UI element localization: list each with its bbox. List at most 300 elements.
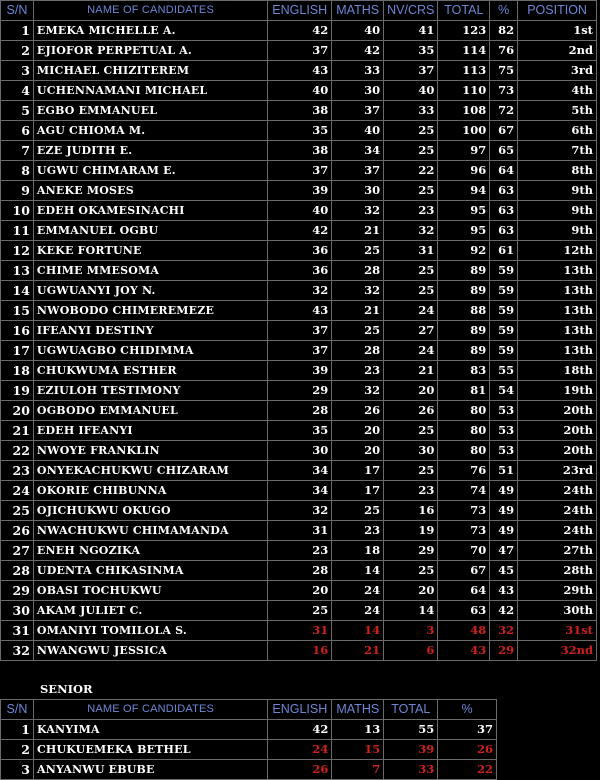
table-row xyxy=(1,201,597,221)
sn-cell: 32 xyxy=(1,641,34,661)
maths-cell: 37 xyxy=(332,161,384,181)
pct-cell: 61 xyxy=(490,241,518,261)
total-cell: 67 xyxy=(438,561,490,581)
pct-cell: 65 xyxy=(490,141,518,161)
table-row xyxy=(1,41,597,61)
column-header-percent: % xyxy=(490,1,518,21)
name-cell: KEKE FORTUNE xyxy=(33,241,267,261)
name-cell: OGBODO EMMANUEL xyxy=(33,401,267,421)
english-cell: 38 xyxy=(268,101,332,121)
english-cell: 31 xyxy=(268,621,332,641)
total-cell: 70 xyxy=(438,541,490,561)
total-cell: 81 xyxy=(438,381,490,401)
name-cell: OKORIE CHIBUNNA xyxy=(33,481,267,501)
total-cell: 113 xyxy=(438,61,490,81)
name-cell: UDENTA CHIKASINMA xyxy=(33,561,267,581)
english-cell: 37 xyxy=(268,341,332,361)
nvcrs-cell: 22 xyxy=(384,161,438,181)
sn-cell: 15 xyxy=(1,301,34,321)
table-row xyxy=(1,221,597,241)
english-cell: 16 xyxy=(268,641,332,661)
sn-cell: 19 xyxy=(1,381,34,401)
pct-cell: 51 xyxy=(490,461,518,481)
position-cell: 9th xyxy=(518,221,597,241)
pct-cell: 63 xyxy=(490,221,518,241)
english-cell: 35 xyxy=(268,421,332,441)
maths-cell: 28 xyxy=(332,341,384,361)
total-cell: 55 xyxy=(384,720,438,740)
sn-cell: 3 xyxy=(1,61,34,81)
position-cell: 13th xyxy=(518,281,597,301)
sn-cell: 1 xyxy=(1,720,34,740)
nvcrs-cell: 27 xyxy=(384,321,438,341)
total-cell: 74 xyxy=(438,481,490,501)
english-cell: 37 xyxy=(268,41,332,61)
total-cell: 48 xyxy=(438,621,490,641)
column-header-percent: % xyxy=(438,700,497,720)
table-row xyxy=(1,581,597,601)
sn-cell: 10 xyxy=(1,201,34,221)
column-header-sn: S/N xyxy=(1,1,34,21)
sn-cell: 14 xyxy=(1,281,34,301)
total-cell: 114 xyxy=(438,41,490,61)
name-cell: EGBO EMMANUEL xyxy=(33,101,267,121)
name-cell: UCHENNAMANI MICHAEL xyxy=(33,81,267,101)
sn-cell: 29 xyxy=(1,581,34,601)
position-cell: 18th xyxy=(518,361,597,381)
maths-cell: 26 xyxy=(332,401,384,421)
total-cell: 64 xyxy=(438,581,490,601)
table-row xyxy=(1,481,597,501)
name-cell: OJICHUKWU OKUGO xyxy=(33,501,267,521)
name-cell: ANYANWU EBUBE xyxy=(33,760,267,780)
name-cell: IFEANYI DESTINY xyxy=(33,321,267,341)
name-cell: EJIOFOR PERPETUAL A. xyxy=(33,41,267,61)
table-row xyxy=(1,381,597,401)
maths-cell: 14 xyxy=(332,621,384,641)
nvcrs-cell: 25 xyxy=(384,261,438,281)
total-cell: 33 xyxy=(384,760,438,780)
nvcrs-cell: 40 xyxy=(384,81,438,101)
nvcrs-cell: 30 xyxy=(384,441,438,461)
english-cell: 43 xyxy=(268,61,332,81)
table-row xyxy=(1,21,597,41)
position-cell: 29th xyxy=(518,581,597,601)
english-cell: 42 xyxy=(268,720,332,740)
pct-cell: 59 xyxy=(490,261,518,281)
maths-cell: 18 xyxy=(332,541,384,561)
name-cell: EDEH OKAMESINACHI xyxy=(33,201,267,221)
total-cell: 110 xyxy=(438,81,490,101)
maths-cell: 7 xyxy=(332,760,384,780)
position-cell: 13th xyxy=(518,301,597,321)
nvcrs-cell: 20 xyxy=(384,581,438,601)
total-cell: 43 xyxy=(438,641,490,661)
pct-cell: 55 xyxy=(490,361,518,381)
table-row xyxy=(1,561,597,581)
table-row xyxy=(1,121,597,141)
pct-cell: 53 xyxy=(490,421,518,441)
total-cell: 39 xyxy=(384,740,438,760)
pct-cell: 59 xyxy=(490,281,518,301)
nvcrs-cell: 20 xyxy=(384,381,438,401)
position-cell: 23rd xyxy=(518,461,597,481)
table-row xyxy=(1,441,597,461)
english-cell: 23 xyxy=(268,541,332,561)
position-cell: 32nd xyxy=(518,641,597,661)
column-header-english: ENGLISH xyxy=(268,1,332,21)
english-cell: 34 xyxy=(268,461,332,481)
english-cell: 34 xyxy=(268,481,332,501)
english-cell: 25 xyxy=(268,601,332,621)
pct-cell: 49 xyxy=(490,501,518,521)
total-cell: 95 xyxy=(438,221,490,241)
name-cell: EZIULOH TESTIMONY xyxy=(33,381,267,401)
total-cell: 89 xyxy=(438,261,490,281)
sn-cell: 2 xyxy=(1,740,34,760)
maths-cell: 24 xyxy=(332,581,384,601)
table-row xyxy=(1,720,497,740)
table-row xyxy=(1,461,597,481)
english-cell: 29 xyxy=(268,381,332,401)
column-header-english: ENGLISH xyxy=(268,700,332,720)
sn-cell: 12 xyxy=(1,241,34,261)
nvcrs-cell: 23 xyxy=(384,201,438,221)
name-cell: AGU CHIOMA M. xyxy=(33,121,267,141)
nvcrs-cell: 31 xyxy=(384,241,438,261)
nvcrs-cell: 37 xyxy=(384,61,438,81)
column-header-name: NAME OF CANDIDATES xyxy=(33,700,267,720)
nvcrs-cell: 41 xyxy=(384,21,438,41)
total-cell: 97 xyxy=(438,141,490,161)
total-cell: 73 xyxy=(438,501,490,521)
sn-cell: 31 xyxy=(1,621,34,641)
maths-cell: 40 xyxy=(332,121,384,141)
position-cell: 6th xyxy=(518,121,597,141)
table-row xyxy=(1,261,597,281)
position-cell: 9th xyxy=(518,181,597,201)
pct-cell: 47 xyxy=(490,541,518,561)
english-cell: 37 xyxy=(268,321,332,341)
english-cell: 40 xyxy=(268,201,332,221)
total-cell: 92 xyxy=(438,241,490,261)
nvcrs-cell: 23 xyxy=(384,481,438,501)
sn-cell: 20 xyxy=(1,401,34,421)
total-cell: 76 xyxy=(438,461,490,481)
column-header-position: POSITION xyxy=(518,1,597,21)
nvcrs-cell: 24 xyxy=(384,301,438,321)
maths-cell: 20 xyxy=(332,421,384,441)
nvcrs-cell: 35 xyxy=(384,41,438,61)
english-cell: 32 xyxy=(268,281,332,301)
table-row xyxy=(1,321,597,341)
name-cell: OBASI TOCHUKWU xyxy=(33,581,267,601)
table-row xyxy=(1,641,597,661)
maths-cell: 30 xyxy=(332,181,384,201)
position-cell: 31st xyxy=(518,621,597,641)
sn-cell: 25 xyxy=(1,501,34,521)
table-row xyxy=(1,141,597,161)
maths-cell: 21 xyxy=(332,641,384,661)
position-cell: 28th xyxy=(518,561,597,581)
name-cell: EMEKA MICHELLE A. xyxy=(33,21,267,41)
name-cell: MICHAEL CHIZITEREM xyxy=(33,61,267,81)
sn-cell: 30 xyxy=(1,601,34,621)
sn-cell: 28 xyxy=(1,561,34,581)
nvcrs-cell: 19 xyxy=(384,521,438,541)
column-header-total: TOTAL xyxy=(384,700,438,720)
sn-cell: 17 xyxy=(1,341,34,361)
table-row xyxy=(1,301,597,321)
pct-cell: 63 xyxy=(490,201,518,221)
total-cell: 83 xyxy=(438,361,490,381)
pct-cell: 59 xyxy=(490,341,518,361)
header-row xyxy=(1,700,497,720)
total-cell: 89 xyxy=(438,341,490,361)
table-row xyxy=(1,281,597,301)
nvcrs-cell: 3 xyxy=(384,621,438,641)
english-cell: 32 xyxy=(268,501,332,521)
total-cell: 80 xyxy=(438,441,490,461)
english-cell: 42 xyxy=(268,221,332,241)
position-cell: 2nd xyxy=(518,41,597,61)
sn-cell: 26 xyxy=(1,521,34,541)
pct-cell: 22 xyxy=(438,760,497,780)
english-cell: 39 xyxy=(268,361,332,381)
position-cell: 19th xyxy=(518,381,597,401)
total-cell: 94 xyxy=(438,181,490,201)
total-cell: 80 xyxy=(438,421,490,441)
header-row xyxy=(1,1,597,21)
name-cell: ENEH NGOZIKA xyxy=(33,541,267,561)
maths-cell: 25 xyxy=(332,241,384,261)
english-cell: 24 xyxy=(268,740,332,760)
english-cell: 26 xyxy=(268,760,332,780)
english-cell: 36 xyxy=(268,261,332,281)
total-cell: 108 xyxy=(438,101,490,121)
english-cell: 43 xyxy=(268,301,332,321)
nvcrs-cell: 25 xyxy=(384,181,438,201)
table-row xyxy=(1,181,597,201)
nvcrs-cell: 25 xyxy=(384,561,438,581)
table-row xyxy=(1,101,597,121)
maths-cell: 32 xyxy=(332,201,384,221)
name-cell: EDEH IFEANYI xyxy=(33,421,267,441)
senior-results-table xyxy=(0,699,497,780)
sn-cell: 18 xyxy=(1,361,34,381)
name-cell: UGWUANYI JOY N. xyxy=(33,281,267,301)
sn-cell: 11 xyxy=(1,221,34,241)
nvcrs-cell: 24 xyxy=(384,341,438,361)
pct-cell: 59 xyxy=(490,321,518,341)
position-cell: 13th xyxy=(518,321,597,341)
name-cell: CHUKUEMEKA BETHEL xyxy=(33,740,267,760)
pct-cell: 82 xyxy=(490,21,518,41)
english-cell: 38 xyxy=(268,141,332,161)
total-cell: 73 xyxy=(438,521,490,541)
table-row xyxy=(1,241,597,261)
position-cell: 24th xyxy=(518,501,597,521)
name-cell: ONYEKACHUKWU CHIZARAM xyxy=(33,461,267,481)
pct-cell: 67 xyxy=(490,121,518,141)
maths-cell: 32 xyxy=(332,281,384,301)
pct-cell: 53 xyxy=(490,441,518,461)
position-cell: 20th xyxy=(518,441,597,461)
column-header-total: TOTAL xyxy=(438,1,490,21)
position-cell: 1st xyxy=(518,21,597,41)
pct-cell: 37 xyxy=(438,720,497,740)
maths-cell: 42 xyxy=(332,41,384,61)
pct-cell: 32 xyxy=(490,621,518,641)
english-cell: 42 xyxy=(268,21,332,41)
nvcrs-cell: 21 xyxy=(384,361,438,381)
maths-cell: 28 xyxy=(332,261,384,281)
pct-cell: 43 xyxy=(490,581,518,601)
name-cell: AKAM JULIET C. xyxy=(33,601,267,621)
maths-cell: 33 xyxy=(332,61,384,81)
maths-cell: 23 xyxy=(332,361,384,381)
name-cell: KANYIMA xyxy=(33,720,267,740)
pct-cell: 29 xyxy=(490,641,518,661)
maths-cell: 37 xyxy=(332,101,384,121)
sn-cell: 23 xyxy=(1,461,34,481)
maths-cell: 40 xyxy=(332,21,384,41)
sn-cell: 8 xyxy=(1,161,34,181)
sn-cell: 27 xyxy=(1,541,34,561)
table-row xyxy=(1,501,597,521)
position-cell: 9th xyxy=(518,201,597,221)
table-row xyxy=(1,621,597,641)
nvcrs-cell: 16 xyxy=(384,501,438,521)
english-cell: 20 xyxy=(268,581,332,601)
total-cell: 63 xyxy=(438,601,490,621)
english-cell: 35 xyxy=(268,121,332,141)
table-row xyxy=(1,601,597,621)
pct-cell: 45 xyxy=(490,561,518,581)
nvcrs-cell: 25 xyxy=(384,121,438,141)
nvcrs-cell: 6 xyxy=(384,641,438,661)
table-row xyxy=(1,421,597,441)
maths-cell: 23 xyxy=(332,521,384,541)
position-cell: 13th xyxy=(518,261,597,281)
pct-cell: 59 xyxy=(490,301,518,321)
position-cell: 3rd xyxy=(518,61,597,81)
position-cell: 20th xyxy=(518,421,597,441)
maths-cell: 15 xyxy=(332,740,384,760)
nvcrs-cell: 25 xyxy=(384,421,438,441)
name-cell: CHIME MMESOMA xyxy=(33,261,267,281)
name-cell: UGWUAGBO CHIDIMMA xyxy=(33,341,267,361)
sn-cell: 21 xyxy=(1,421,34,441)
position-cell: 7th xyxy=(518,141,597,161)
maths-cell: 13 xyxy=(332,720,384,740)
name-cell: CHUKWUMA ESTHER xyxy=(33,361,267,381)
table-row xyxy=(1,541,597,561)
maths-cell: 14 xyxy=(332,561,384,581)
pct-cell: 54 xyxy=(490,381,518,401)
nvcrs-cell: 25 xyxy=(384,141,438,161)
maths-cell: 20 xyxy=(332,441,384,461)
column-header-maths: MATHS xyxy=(332,700,384,720)
maths-cell: 30 xyxy=(332,81,384,101)
nvcrs-cell: 33 xyxy=(384,101,438,121)
table-row xyxy=(1,161,597,181)
position-cell: 4th xyxy=(518,81,597,101)
maths-cell: 34 xyxy=(332,141,384,161)
name-cell: NWACHUKWU CHIMAMANDA xyxy=(33,521,267,541)
table-row xyxy=(1,81,597,101)
position-cell: 27th xyxy=(518,541,597,561)
english-cell: 37 xyxy=(268,161,332,181)
table-row xyxy=(1,740,497,760)
nvcrs-cell: 32 xyxy=(384,221,438,241)
senior-section-label: SENIOR xyxy=(40,682,93,696)
nvcrs-cell: 26 xyxy=(384,401,438,421)
maths-cell: 21 xyxy=(332,301,384,321)
total-cell: 100 xyxy=(438,121,490,141)
position-cell: 30th xyxy=(518,601,597,621)
pct-cell: 76 xyxy=(490,41,518,61)
column-header-maths: MATHS xyxy=(332,1,384,21)
english-cell: 39 xyxy=(268,181,332,201)
sn-cell: 24 xyxy=(1,481,34,501)
name-cell: EZE JUDITH E. xyxy=(33,141,267,161)
nvcrs-cell: 25 xyxy=(384,281,438,301)
maths-cell: 25 xyxy=(332,501,384,521)
nvcrs-cell: 14 xyxy=(384,601,438,621)
pct-cell: 75 xyxy=(490,61,518,81)
total-cell: 89 xyxy=(438,281,490,301)
maths-cell: 17 xyxy=(332,461,384,481)
english-cell: 30 xyxy=(268,441,332,461)
pct-cell: 72 xyxy=(490,101,518,121)
name-cell: ANEKE MOSES xyxy=(33,181,267,201)
sn-cell: 2 xyxy=(1,41,34,61)
name-cell: NWANGWU JESSICA xyxy=(33,641,267,661)
table-row xyxy=(1,401,597,421)
position-cell: 8th xyxy=(518,161,597,181)
name-cell: EMMANUEL OGBU xyxy=(33,221,267,241)
nvcrs-cell: 29 xyxy=(384,541,438,561)
pct-cell: 26 xyxy=(438,740,497,760)
total-cell: 95 xyxy=(438,201,490,221)
table-row xyxy=(1,61,597,81)
maths-cell: 17 xyxy=(332,481,384,501)
table-row xyxy=(1,341,597,361)
english-cell: 40 xyxy=(268,81,332,101)
position-cell: 5th xyxy=(518,101,597,121)
table-row xyxy=(1,521,597,541)
position-cell: 24th xyxy=(518,521,597,541)
pct-cell: 73 xyxy=(490,81,518,101)
table-row xyxy=(1,361,597,381)
pct-cell: 63 xyxy=(490,181,518,201)
sn-cell: 22 xyxy=(1,441,34,461)
position-cell: 13th xyxy=(518,341,597,361)
position-cell: 20th xyxy=(518,401,597,421)
pct-cell: 49 xyxy=(490,521,518,541)
pct-cell: 49 xyxy=(490,481,518,501)
name-cell: NWOBODO CHIMEREMEZE xyxy=(33,301,267,321)
total-cell: 88 xyxy=(438,301,490,321)
sn-cell: 9 xyxy=(1,181,34,201)
column-header-sn: S/N xyxy=(1,700,34,720)
sn-cell: 13 xyxy=(1,261,34,281)
english-cell: 28 xyxy=(268,401,332,421)
english-cell: 28 xyxy=(268,561,332,581)
name-cell: NWOYE FRANKLIN xyxy=(33,441,267,461)
maths-cell: 24 xyxy=(332,601,384,621)
